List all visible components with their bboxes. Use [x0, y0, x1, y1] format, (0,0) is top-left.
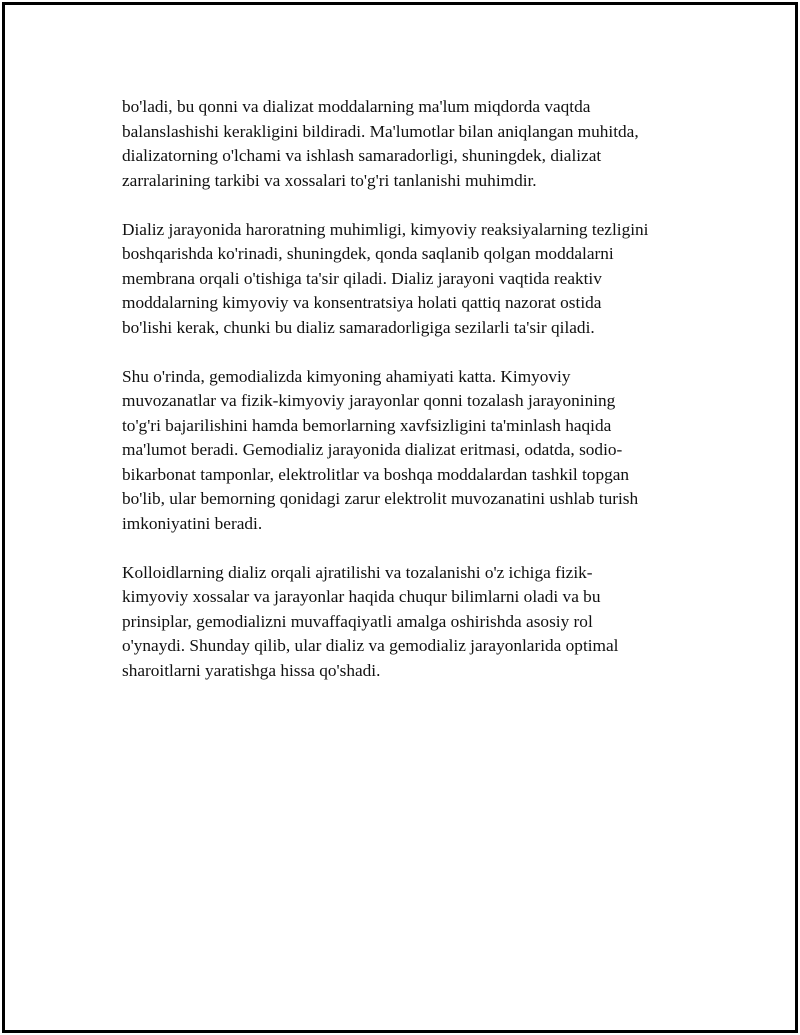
text-line: muvozanatlar va fizik-kimyoviy jarayonlar qonni tozalash jarayonining [122, 391, 616, 410]
text-line: Shu o'rinda, gemodializda kimyoning ahamiyati katta. Kimyoviy [122, 366, 571, 386]
text-line: bikarbonat tamponlar, elektrolitlar va boshqa moddalardan tashkil topgan [122, 464, 630, 484]
document-body [122, 95, 702, 708]
text-line: bo'ladi, bu qonni va dializat moddalarning ma'lum miqdorda vaqtda [122, 97, 591, 116]
text-line: bo'lishi kerak, chunki bu dializ samaradorligiga sezilarli ta'sir qiladi. [122, 317, 595, 337]
text-line: moddalarning kimyoviy va konsentratsiya holati qattiq nazorat ostida [122, 293, 602, 312]
text-line: boshqarishda ko'rinadi, shuningdek, qonda saqlanib qolgan moddalarni [122, 244, 614, 263]
paragraph-1 [122, 95, 702, 193]
text-line: to'g'ri bajarilishini hamda bemorlarning xavfsizligini ta'minlash haqida [122, 415, 612, 435]
text-line: zarralarining tarkibi va xossalari to'g'ri tanlanishi muhimdir. [122, 170, 537, 190]
paragraph-4 [122, 561, 702, 684]
document-page [2, 2, 798, 1033]
paragraph-3 [122, 365, 702, 537]
text-line: balanslashishi kerakligini bildiradi. Ma'lumotlar bilan aniqlangan muhitda, [122, 121, 639, 141]
paragraph-2 [122, 218, 702, 341]
text-line: membrana orqali o'tishiga ta'sir qiladi. Dializ jarayoni vaqtida reaktiv [122, 268, 602, 288]
text-line: dializatorning o'lchami va ishlash samaradorligi, shuningdek, dializat [122, 146, 602, 165]
text-line: sharoitlarni yaratishga hissa qo'shadi. [122, 660, 381, 680]
text-line: o'ynaydi. Shunday qilib, ular dializ va gemodializ jarayonlarida optimal [122, 636, 619, 655]
text-line: kimyoviy xossalar va jarayonlar haqida chuqur bilimlarni oladi va bu [122, 587, 601, 606]
text-line: bo'lib, ular bemorning qonidagi zarur elektrolit muvozanatini ushlab turish [122, 489, 639, 508]
text-line: Kolloidlarning dializ orqali ajratilishi va tozalanishi o'z ichiga fizik- [122, 562, 593, 582]
text-line: imkoniyatini beradi. [122, 513, 263, 533]
text-line: Dializ jarayonida haroratning muhimligi, kimyoviy reaksiyalarning tezligini [122, 219, 649, 239]
text-line: ma'lumot beradi. Gemodializ jarayonida dializat eritmasi, odatda, sodio- [122, 440, 623, 459]
text-line: prinsiplar, gemodializni muvaffaqiyatli amalga oshirishda asosiy rol [122, 611, 593, 631]
